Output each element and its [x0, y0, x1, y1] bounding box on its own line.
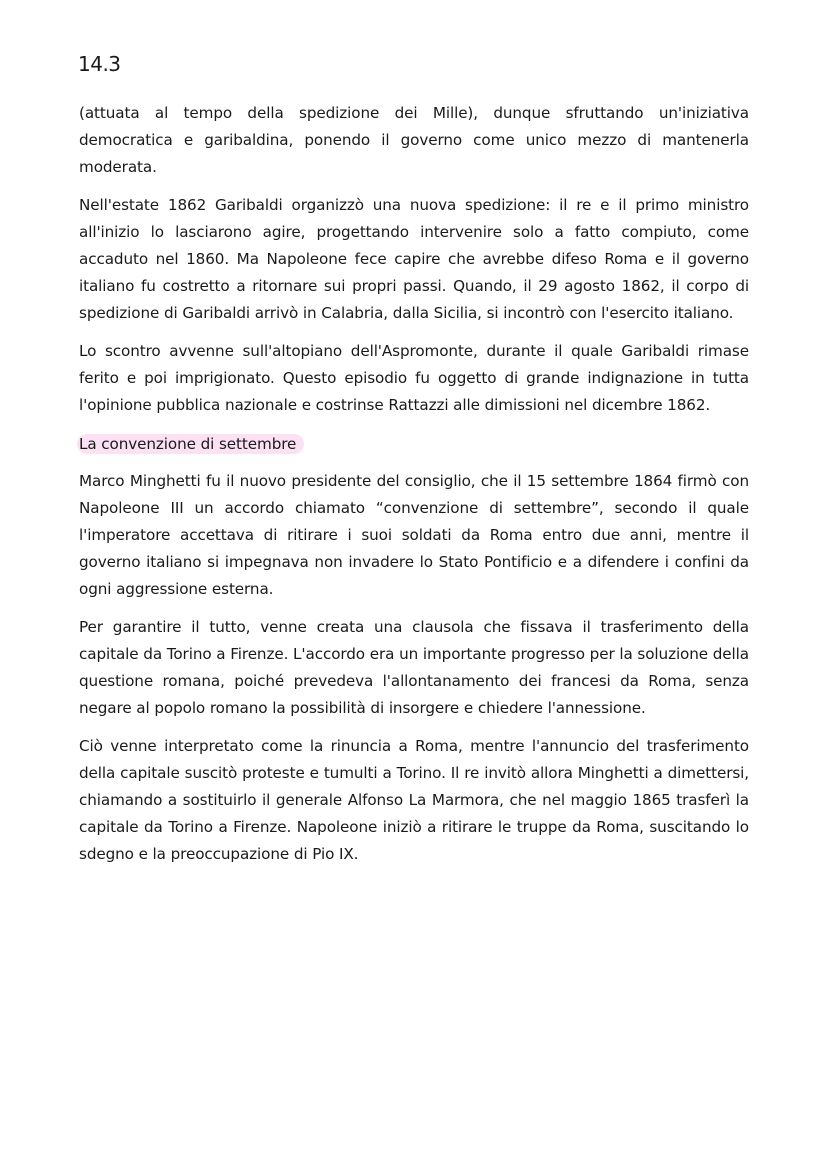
- section-heading: La convenzione di settembre: [77, 434, 304, 454]
- page-number: 14.3: [78, 52, 121, 76]
- paragraph-minghetti: Marco Minghetti fu il nuovo presidente del consiglio, che il 15 settembre 1864 firmò con Napoleone III un accordo chiamato “convenzione di settembre”, secondo il quale l'imperatore accettava di ritirare i suoi soldati da Roma entro due anni, mentre il governo italiano si impegnava non invadere lo Stato Pontificio e a difendere i confini da ogni aggressione esterna.: [79, 472, 749, 598]
- document-body: [79, 100, 749, 879]
- paragraph-aspromonte: Lo scontro avvenne sull'altopiano dell'Aspromonte, durante il quale Garibaldi rimase ferito e poi imprigionato. Questo episodio fu oggetto di grande indignazione in tutta l'opinione pubblica nazionale e costrinse Rattazzi alle dimissioni nel dicembre 1862.: [79, 342, 749, 414]
- paragraph-clausola: Per garantire il tutto, venne creata una clausola che fissava il trasferimento della capitale da Torino a Firenze. L'accordo era un importante progresso per la soluzione della questione romana, poiché prevedeva l'allontanamento dei francesi da Roma, senza negare al popolo romano la possibilità di insorgere e chiedere l'annessione.: [79, 618, 749, 717]
- paragraph-mille-continuation: (attuata al tempo della spedizione dei Mille), dunque sfruttando un'iniziativa democratica e garibaldina, ponendo il governo come unico mezzo di mantenerla moderata.: [79, 104, 749, 176]
- section-heading-wrapper: [79, 430, 749, 457]
- paragraph-spedizione-1862: Nell'estate 1862 Garibaldi organizzò una nuova spedizione: il re e il primo ministro all'inizio lo lasciarono agire, progettando intervenire solo a fatto compiuto, come accaduto nel 1860. Ma Napoleone fece capire che avrebbe difeso Roma e il governo italiano fu costretto a ritornare sui propri passi. Quando, il 29 agosto 1862, il corpo di spedizione di Garibaldi arrivò in Calabria, dalla Sicilia, si incontrò con l'esercito italiano.: [79, 196, 749, 322]
- paragraph-rinuncia-roma: Ciò venne interpretato come la rinuncia a Roma, mentre l'annuncio del trasferimento della capitale suscitò proteste e tumulti a Torino. Il re invitò allora Minghetti a dimettersi, chiamando a sostituirlo il generale Alfonso La Marmora, che nel maggio 1865 trasferì la capitale da Torino a Firenze. Napoleone iniziò a ritirare le truppe da Roma, suscitando lo sdegno e la preoccupazione di Pio IX.: [79, 737, 749, 863]
